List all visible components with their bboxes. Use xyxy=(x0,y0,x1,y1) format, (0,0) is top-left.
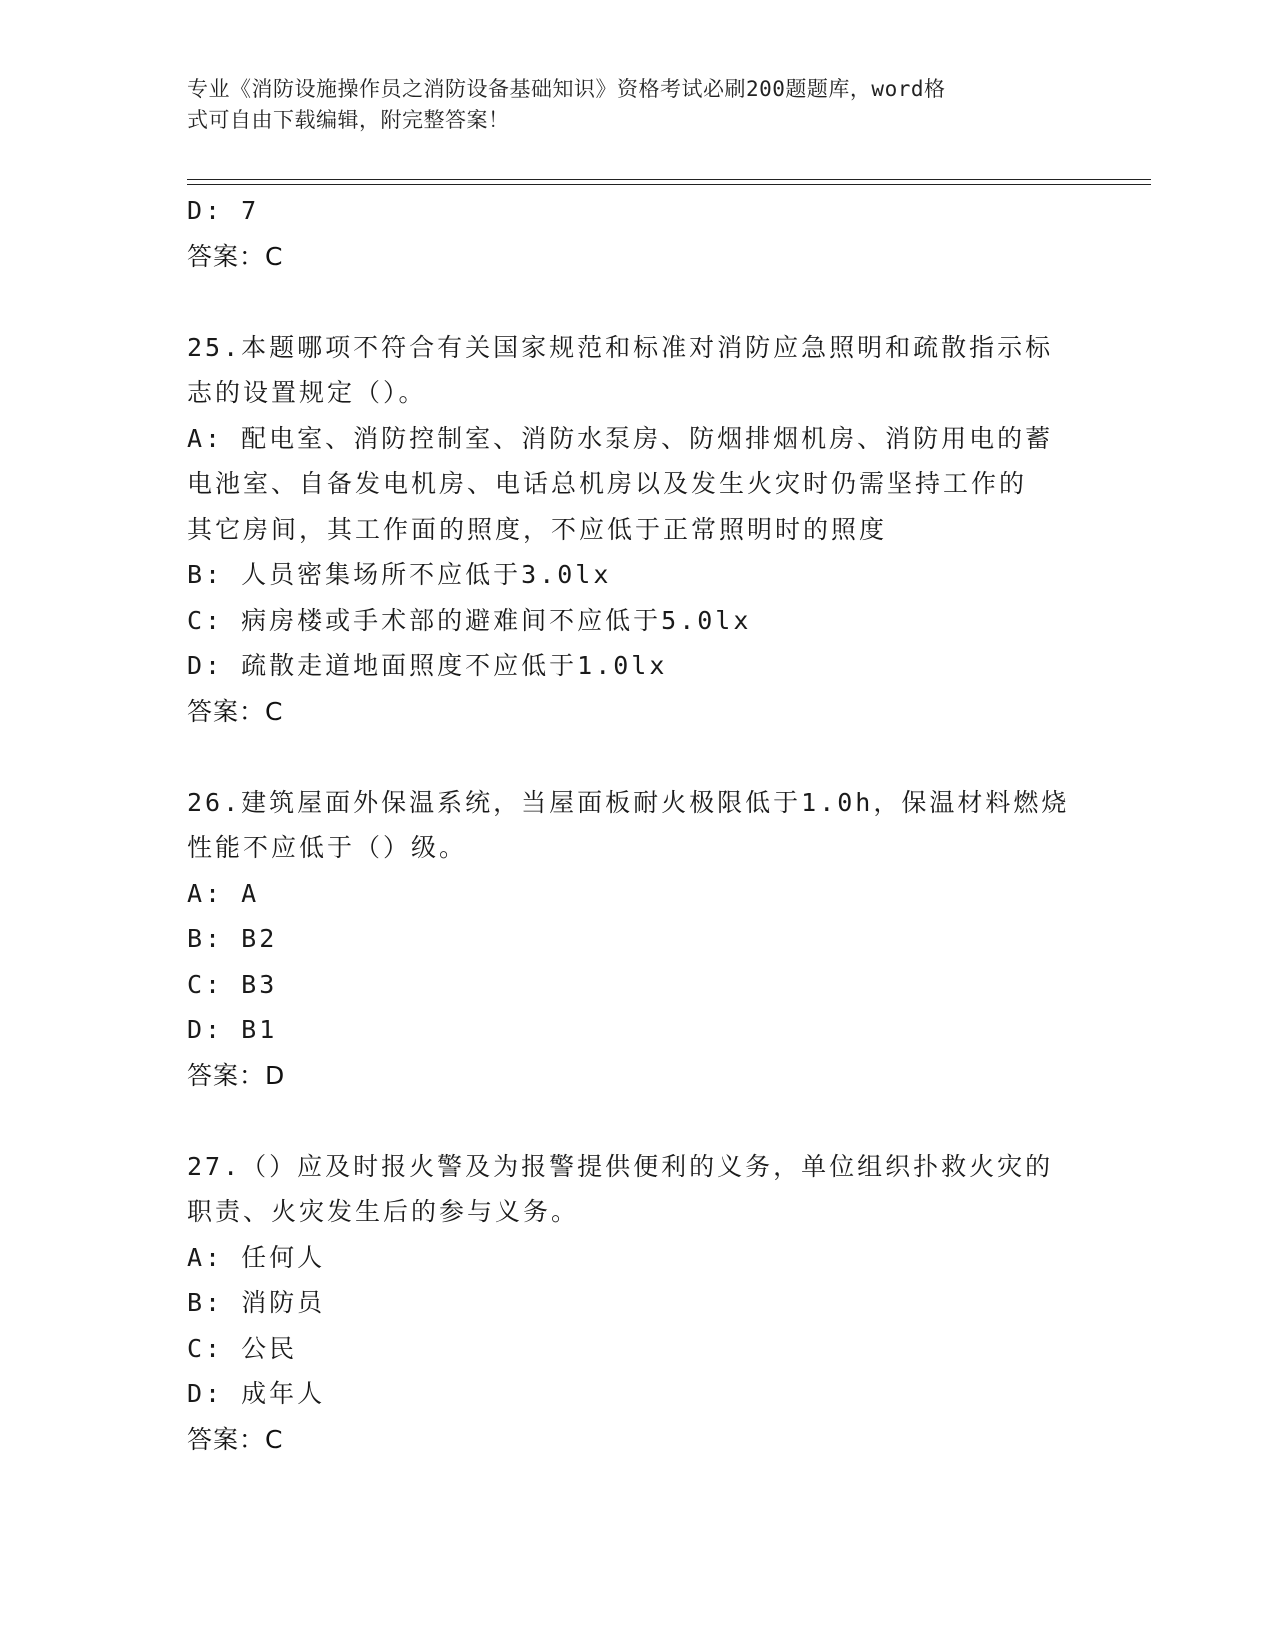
spacer xyxy=(187,279,1087,325)
question-stem: 志的设置规定（）。 xyxy=(187,378,427,407)
header-divider-top xyxy=(187,179,1151,180)
prev-question-tail xyxy=(187,188,1087,279)
header-line-2: 式可自由下载编辑，附完整答案！ xyxy=(187,108,510,132)
answer-line: 答案：C xyxy=(187,1424,284,1454)
header-divider-bottom xyxy=(187,184,1151,185)
option-c: C: B3 xyxy=(187,969,278,999)
header-line-1: 专业《消防设施操作员之消防设备基础知识》资格考试必刷200题题库，word格 xyxy=(187,77,946,101)
question-stem: 性能不应低于（）级。 xyxy=(187,833,468,862)
question-26 xyxy=(187,780,1087,1099)
question-stem: 职责、火灾发生后的参与义务。 xyxy=(187,1197,580,1226)
option-a xyxy=(187,416,1087,553)
option-b: B: B2 xyxy=(187,924,278,953)
option-c: C: 公民 xyxy=(187,1333,298,1363)
option-d: D: B1 xyxy=(187,1015,278,1044)
question-list xyxy=(187,188,1087,1462)
option-a: A: 任何人 xyxy=(187,1242,326,1272)
option-b: B: 消防员 xyxy=(187,1288,326,1317)
answer-line: 答案：D xyxy=(187,1060,286,1090)
option-d: D: 成年人 xyxy=(187,1379,326,1408)
question-25 xyxy=(187,325,1087,735)
option-c: C: 病房楼或手术部的避难间不应低于5.0lx xyxy=(187,605,752,635)
option-d: D: 疏散走道地面照度不应低于1.0lx xyxy=(187,651,668,680)
option-a-line: 其它房间，其工作面的照度，不应低于正常照明时的照度 xyxy=(187,514,888,544)
spacer xyxy=(187,734,1087,780)
answer-line: 答案：C xyxy=(187,241,284,271)
option-d: D: 7 xyxy=(187,196,260,225)
answer-line: 答案：C xyxy=(187,696,284,726)
question-stem: 26.建筑屋面外保温系统，当屋面板耐火极限低于1.0h，保温材料燃烧 xyxy=(187,787,1070,817)
option-a-line: A: 配电室、消防控制室、消防水泵房、防烟排烟机房、消防用电的蓄 xyxy=(187,423,1054,453)
question-stem: 27.（）应及时报火警及为报警提供便利的义务，单位组织扑救火灾的 xyxy=(187,1151,1054,1181)
spacer xyxy=(187,1098,1087,1144)
question-27 xyxy=(187,1144,1087,1463)
option-b: B: 人员密集场所不应低于3.0lx xyxy=(187,560,612,589)
page-header xyxy=(187,74,1067,136)
option-a-line: 电池室、自备发电机房、电话总机房以及发生火灾时仍需坚持工作的 xyxy=(187,469,1028,498)
option-a: A: A xyxy=(187,878,260,908)
question-stem: 25.本题哪项不符合有关国家规范和标准对消防应急照明和疏散指示标 xyxy=(187,332,1054,362)
